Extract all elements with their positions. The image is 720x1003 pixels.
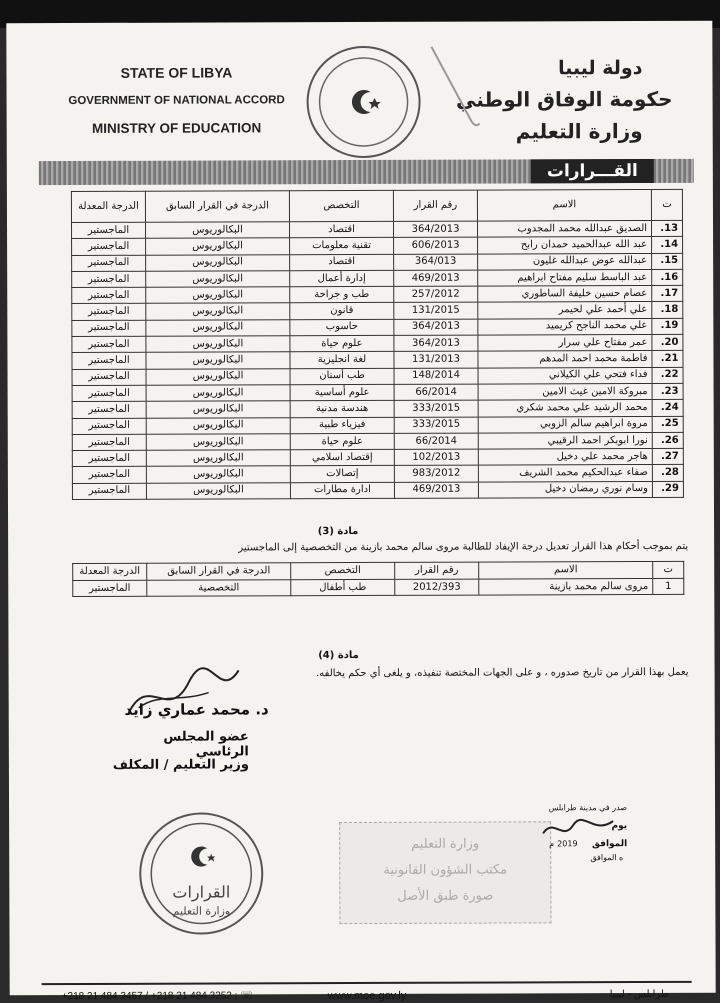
decision-no-cell: 102/2013	[394, 449, 478, 466]
header-ar-state: دولة ليبيا	[558, 57, 643, 80]
name-cell: صفاء عبدالحكيم محمد الشريف	[478, 465, 652, 482]
name-cell: علي أحمد علي لحيمر	[478, 302, 652, 319]
crescent-star-icon	[308, 48, 418, 156]
previous-degree-cell: البكالوريوس	[146, 466, 290, 483]
round-stamp-text2: وزارة التعليم	[172, 904, 231, 918]
specialty-cell: فيزياء طبية	[290, 417, 394, 434]
col-header-index: ت	[651, 189, 682, 220]
signatory-role2: وزير التعليم / المكلف	[112, 757, 249, 773]
modified-degree-cell: الماجستير	[72, 369, 146, 386]
specialty-cell: إتصالات	[290, 466, 394, 483]
decision-no-cell: 469/2013	[394, 270, 478, 287]
decision-no-cell: 66/2014	[394, 433, 478, 450]
index-cell: 15.	[652, 253, 683, 269]
index-cell: 17.	[652, 286, 683, 302]
legal-stamp-line3: صورة طبق الأصل	[397, 888, 494, 904]
signatory-name: د. محمد عماري زايد	[124, 700, 269, 719]
round-stamp	[139, 812, 263, 934]
legal-office-stamp	[339, 821, 551, 924]
modified-degree-cell: الماجستير	[72, 239, 146, 256]
previous-degree-cell: البكالوريوس	[146, 368, 290, 385]
col-header-specialty: التخصص	[289, 190, 393, 221]
previous-degree-cell: البكالوريوس	[146, 482, 290, 499]
name-cell: فداء فتحي علي الكيلاني	[478, 367, 652, 384]
index-cell: 26.	[652, 432, 683, 448]
modified-degree-cell: الماجستير	[72, 418, 146, 435]
previous-degree-cell: البكالوريوس	[146, 385, 290, 402]
name-cell: عصام حسين خليفة الساطوري	[478, 286, 652, 303]
header-en-ministry: MINISTRY OF EDUCATION	[92, 120, 262, 136]
previous-degree-cell: البكالوريوس	[146, 401, 290, 418]
name-cell: فاطمة محمد احمد المدهم	[478, 351, 652, 368]
modified-degree-cell: الماجستير	[72, 353, 146, 370]
decision-no-cell: 333/2015	[394, 400, 478, 417]
table-header-row	[73, 561, 684, 580]
index-cell: 24.	[652, 400, 683, 416]
name-cell: علي محمد الناجح كريميد	[478, 318, 652, 335]
name-cell: مروة ابراهيم سالم الزوبي	[478, 416, 652, 433]
name-cell: نورا ابوبكر احمد الرقيبي	[478, 432, 652, 449]
modified-degree-cell: الماجستير	[72, 402, 146, 419]
modified-degree-cell: الماجستير	[72, 271, 146, 288]
decision-no-cell: 469/2013	[394, 482, 478, 499]
specialty-cell: اقتصاد	[290, 221, 394, 238]
index-cell: 1	[653, 578, 684, 594]
name-cell: هاجر محمد علي دخيل	[478, 449, 652, 466]
index-cell: 29.	[652, 481, 683, 497]
modified-degree-cell: الماجستير	[72, 222, 146, 239]
name-cell: عبد الباسط سليم مفتاح ابراهيم	[478, 269, 652, 286]
index-cell: 18.	[652, 302, 683, 318]
specialty-cell: لغة انجليزية	[290, 352, 394, 369]
legal-stamp-line1: وزارة التعليم	[411, 836, 480, 852]
issued-hijri: ه الموافق	[590, 853, 624, 863]
modified-degree-cell: الماجستير	[72, 255, 146, 272]
specialty-cell: إدارة أعمال	[290, 270, 394, 287]
footer-city: طرابلس - ليبيا	[609, 988, 669, 1001]
col-header-decision-no: رقم القرار	[393, 190, 477, 221]
index-cell: 20.	[652, 334, 683, 350]
decision-no-cell: 364/013	[394, 254, 478, 271]
previous-degree-cell: البكالوريوس	[146, 238, 290, 255]
specialty-cell: قانون	[290, 303, 394, 320]
previous-degree-cell: البكالوريوس	[146, 303, 290, 320]
issued-year: 2019	[557, 839, 578, 849]
name-cell: مبروكة الامين غيث الامين	[478, 383, 652, 400]
col-header-specialty: التخصص	[291, 562, 395, 579]
previous-degree-cell: البكالوريوس	[146, 287, 290, 304]
article4-text: يعمل بهذا القرار من تاريخ صدوره ، و على الجهات المختصة تنفيذه، و يلغى أي حكم يخالفه.	[316, 666, 689, 680]
phone-fax-icon: : ☏	[234, 990, 253, 1002]
col-header-name: الاسم	[479, 561, 653, 579]
decision-no-cell: 131/2015	[394, 303, 478, 320]
index-cell: 22.	[652, 367, 683, 383]
decision-no-cell: 2012/393	[395, 579, 479, 596]
specialty-cell: طب أطفال	[291, 579, 395, 596]
pencil-mark	[426, 42, 486, 132]
specialty-cell: ادارة مطارات	[290, 482, 394, 499]
decisions-band	[39, 159, 694, 185]
issued-date-label: الموافق	[591, 839, 628, 850]
header-ar-ministry: وزارة التعليم	[515, 119, 643, 144]
decision-no-cell: 983/2012	[394, 466, 478, 483]
modified-degree-cell: الماجستير	[72, 434, 146, 451]
decision-no-cell: 257/2012	[394, 286, 478, 303]
specialty-cell: حاسوب	[290, 319, 394, 336]
col-header-decision-no: رقم القرار	[395, 562, 479, 579]
index-cell: 14.	[652, 237, 683, 253]
issued-city: صدر في مدينة طرابلس	[548, 803, 628, 813]
decision-no-cell: 148/2014	[394, 368, 478, 385]
col-header-index: ت	[653, 561, 684, 578]
band-title: القـــرارات	[531, 159, 654, 183]
previous-degree-cell: البكالوريوس	[146, 336, 290, 353]
decision-no-cell: 364/2013	[393, 221, 477, 238]
table-row	[73, 578, 684, 596]
index-cell: 16.	[652, 269, 683, 285]
header-en-government: GOVERNMENT OF NATIONAL ACCORD	[68, 94, 285, 108]
specialty-cell: طب أسنان	[290, 368, 394, 385]
signatory-role1: عضو المجلس الرئاسي	[163, 729, 249, 760]
modified-degree-cell: الماجستير	[72, 467, 146, 484]
index-cell: 27.	[652, 449, 683, 465]
decision-no-cell: 606/2013	[394, 237, 478, 254]
table-header-row	[71, 189, 682, 222]
header-ar-government: حكومة الوفاق الوطني	[455, 86, 673, 112]
specialty-cell: هندسة مدنية	[290, 401, 394, 418]
previous-degree-cell: البكالوريوس	[146, 320, 290, 337]
decision-no-cell: 131/2013	[394, 351, 478, 368]
modified-degree-cell: الماجستير	[72, 287, 146, 304]
issued-year-suffix: م	[549, 839, 555, 849]
footer-divider	[42, 981, 692, 985]
article3-text: يتم بموجب أحكام هذا القرار تعديل درجة الإيفاد للطالبة مروى سالم محمد بازينة من التخصصية إلى الماجستير	[238, 540, 689, 554]
name-cell: عمر مفتاح علي سرار	[478, 335, 652, 352]
modified-degree-cell: الماجستير	[72, 304, 146, 321]
col-header-previous-degree: الدرجة في القرار السابق	[145, 191, 289, 223]
name-cell: وسام نوري رمضان دخيل	[478, 481, 652, 498]
name-cell: الصديق عبدالله محمد المجدوب	[477, 220, 651, 237]
name-cell: عبدالله عوض عبدالله غليون	[478, 253, 652, 270]
round-stamp-text1: القرارات	[172, 882, 231, 902]
specialty-cell: علوم حياة	[290, 335, 394, 352]
specialty-cell: تقنية معلومات	[290, 238, 394, 255]
specialty-cell: طب و جراحة	[290, 287, 394, 304]
issued-day: يوم	[611, 821, 628, 832]
decisions-table	[71, 189, 684, 500]
footer-website: www.moe.gov.ly	[327, 989, 407, 1003]
col-header-modified-degree: الدرجة المعدلة	[71, 191, 145, 222]
previous-degree-cell: البكالوريوس	[146, 222, 290, 239]
modified-degree-cell: الماجستير	[72, 385, 146, 402]
specialty-cell: اقتصاد	[290, 254, 394, 271]
table-row	[72, 481, 683, 499]
name-cell: محمد الرشيد علي محمد شكري	[478, 400, 652, 417]
article3-title: مادة (3)	[317, 526, 359, 538]
specialty-cell: إقتصاد اسلامي	[290, 450, 394, 467]
decision-no-cell: 333/2015	[394, 417, 478, 434]
modified-degree-cell: الماجستير	[72, 320, 146, 337]
footer-phone-numbers: +218 21 484 3457 / +218 21 484 3252	[61, 990, 232, 1003]
decision-no-cell: 66/2014	[394, 384, 478, 401]
student-table	[72, 561, 684, 597]
col-header-previous-degree: الدرجة في القرار السابق	[147, 563, 291, 581]
modified-degree-cell: الماجستير	[73, 580, 147, 597]
previous-degree-cell: التخصصية	[147, 580, 291, 597]
modified-degree-cell: الماجستير	[72, 450, 146, 467]
col-header-name: الاسم	[477, 189, 651, 221]
index-cell: 28.	[652, 465, 683, 481]
previous-degree-cell: البكالوريوس	[146, 271, 290, 288]
article4-title: مادة (4)	[318, 650, 359, 662]
decision-no-cell: 364/2013	[394, 335, 478, 352]
legal-stamp-line2: مكتب الشؤون القانونية	[383, 862, 508, 878]
col-header-modified-degree: الدرجة المعدلة	[73, 563, 147, 580]
previous-degree-cell: البكالوريوس	[146, 254, 290, 271]
modified-degree-cell: الماجستير	[72, 483, 146, 500]
document-page	[6, 21, 715, 1003]
previous-degree-cell: البكالوريوس	[146, 352, 290, 369]
index-cell: 21.	[652, 351, 683, 367]
previous-degree-cell: البكالوريوس	[146, 434, 290, 451]
name-cell: عبد الله عبدالحميد حمدان رابح	[478, 237, 652, 254]
emblem-seal	[306, 46, 420, 158]
footer-phones	[62, 990, 253, 1002]
specialty-cell: علوم أساسية	[290, 384, 394, 401]
previous-degree-cell: البكالوريوس	[146, 450, 290, 467]
index-cell: 25.	[652, 416, 683, 432]
name-cell: مروى سالم محمد بازينة	[479, 578, 653, 595]
index-cell: 19.	[652, 318, 683, 334]
index-cell: 23.	[652, 383, 683, 399]
handwritten-date	[539, 813, 619, 845]
decision-no-cell: 364/2013	[394, 319, 478, 336]
header-en-state: STATE OF LIBYA	[120, 64, 233, 81]
modified-degree-cell: الماجستير	[72, 336, 146, 353]
specialty-cell: علوم حياة	[290, 433, 394, 450]
index-cell: 13.	[651, 220, 682, 236]
previous-degree-cell: البكالوريوس	[146, 417, 290, 434]
